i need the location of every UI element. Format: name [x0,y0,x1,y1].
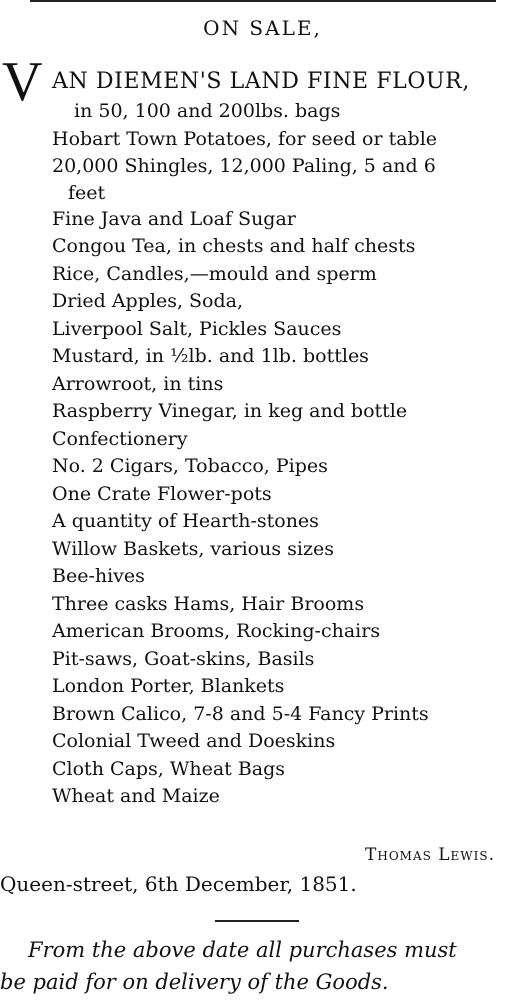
merchant-signature: Thomas Lewis. [365,845,495,865]
top-rule [30,0,496,2]
list-item: Fine Java and Loaf Sugar [52,207,296,230]
list-item: Raspberry Vinegar, in keg and bottle [52,400,408,422]
list-item: One Crate Flower-pots [52,482,272,505]
list-item: A quantity of Hearth-stones [52,510,319,532]
drop-cap: V [2,51,43,113]
notice-line-2: be paid for on delivery of the Goods. [0,970,389,994]
list-item: Hobart Town Potatoes, for seed or table [52,127,438,150]
list-item: feet [68,181,106,204]
address-dateline: Queen-street, 6th December, 1851. [0,872,357,896]
notice-line-1: From the above date all purchases must [28,938,457,962]
list-item: Colonial Tweed and Doeskins [52,730,336,752]
list-item: Congou Tea, in chests and half chests [52,235,416,257]
list-item: Mustard, in ½lb. and 1lb. bottles [52,345,369,367]
divider-rule [215,920,299,922]
list-item: Pit-saws, Goat-skins, Basils [52,647,315,670]
list-item: Three casks Hams, Hair Brooms [52,592,365,615]
goods-list [52,98,522,811]
list-item: London Porter, Blankets [52,675,285,697]
list-item: Confectionery [52,427,188,450]
lead-line: AN DIEMEN'S LAND FINE FLOUR, [52,69,470,94]
list-item: American Brooms, Rocking-chairs [52,620,381,642]
payment-notice [0,934,525,998]
list-item: Willow Baskets, various sizes [52,537,334,560]
list-item: Bee-hives [52,565,145,587]
list-item: No. 2 Cigars, Tobacco, Pipes [52,455,328,477]
list-item: Wheat and Maize [52,785,220,807]
list-item: Rice, Candles,—mould and sperm [52,262,377,285]
list-item: Liverpool Salt, Pickles Sauces [52,317,342,340]
list-item: in 50, 100 and 200lbs. bags [74,100,341,122]
list-item: Arrowroot, in tins [52,372,224,395]
list-item: Dried Apples, Soda, [52,290,244,312]
list-item: 20,000 Shingles, 12,000 Paling, 5 and 6 [52,155,436,177]
list-item: Cloth Caps, Wheat Bags [52,757,286,780]
list-item: Brown Calico, 7-8 and 5-4 Fancy Prints [52,702,429,725]
advert-heading: ON SALE, [203,16,322,40]
